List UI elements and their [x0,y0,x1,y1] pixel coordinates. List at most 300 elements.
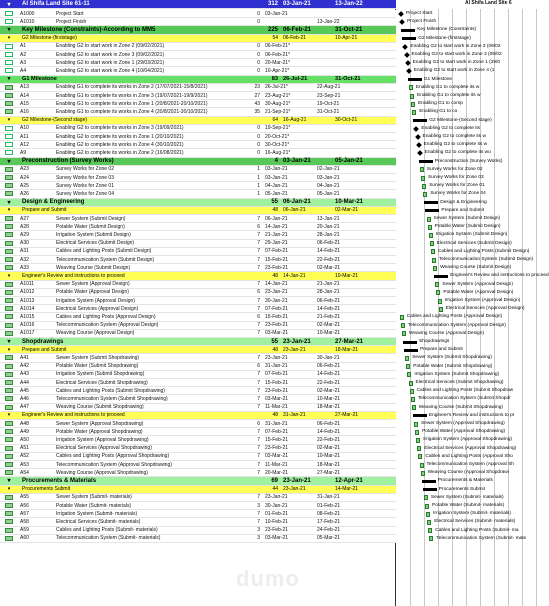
activity-row[interactable] [0,330,396,338]
gantt-bar-label: Electrical Services (Submit Design) [436,240,512,246]
activity-row[interactable] [0,354,396,362]
collapse-icon[interactable]: ▾ [7,207,11,214]
start-date: 31-Jan-21 [265,363,288,370]
collapse-icon[interactable]: ▾ [7,158,11,165]
gantt-activity-bar[interactable] [411,397,415,402]
activity-row[interactable] [0,108,396,116]
activity-id: A41 [20,354,29,361]
start-date: 06-Feb-21* [265,51,291,58]
wbs-group-row[interactable] [0,338,396,346]
gantt-activity-bar[interactable] [421,176,425,181]
activity-name: Enabling G2 to complete its works in Zone 2 (16/08/2021) [56,149,184,156]
activity-row[interactable] [0,494,396,502]
gantt-activity-bar[interactable] [431,249,435,254]
gantt-activity-bar[interactable] [438,299,442,304]
gantt-summary-bar[interactable] [408,78,422,81]
activity-type-icon [5,503,13,508]
start-date: 06-Feb-21* [265,43,291,50]
watermark: dumo [236,566,300,591]
wbs-group-row[interactable] [0,26,396,34]
finish-date: 06-Feb-21 [317,297,341,304]
gantt-activity-bar[interactable] [406,364,410,369]
collapse-icon[interactable]: ▾ [7,35,11,42]
activity-row[interactable] [0,518,396,526]
activity-name: Enabling G1 to complete its works in Zone 2 (17/07/2021-15/8/2021) [56,84,208,91]
gantt-bar-label: Shopdrawings [419,339,450,344]
activity-type-icon [5,150,13,155]
start-date: 03-Mar-21 [265,535,289,542]
wbs-group-row[interactable] [0,412,396,420]
gantt-summary-bar[interactable] [419,160,433,163]
wbs-name: Preconstruction (Survey Works) [22,158,114,165]
activity-row[interactable] [0,100,396,108]
activity-row[interactable] [0,502,396,510]
gantt-activity-bar[interactable] [410,94,414,99]
activity-row[interactable] [0,281,396,289]
activity-row[interactable] [0,166,396,174]
gantt-activity-bar[interactable] [405,356,409,361]
gantt-activity-bar[interactable] [416,438,420,443]
gantt-activity-bar[interactable] [412,110,416,115]
gantt-summary-bar[interactable] [422,480,436,483]
gantt-summary-bar[interactable] [401,29,415,32]
activity-row[interactable] [0,133,396,141]
wbs-group-row[interactable] [0,35,396,43]
activity-id: A1014 [20,305,35,312]
activity-id: A33 [20,264,29,271]
gantt-bar-label: Enabling G1 to complete its w [415,84,480,90]
gantt-bar-label: Potable Water (Submit- materials) [432,503,505,508]
gantt-bar-label: Irrigation System (Approval Shopdrawing) [423,437,512,443]
start-date: 06-Jan-21 [265,215,288,222]
activity-name: Weaving Course (Submit Shopdrawing) [56,404,144,411]
activity-icon-cell [0,429,18,434]
wbs-name: G2 Milestone-(Second stage) [22,117,88,124]
finish-date: 23-Sep-21 [317,92,341,99]
activity-type-icon [5,528,13,533]
finish-date: 22-Feb-21 [317,436,341,443]
wbs-group-row[interactable] [0,346,396,354]
gantt-activity-bar[interactable] [425,504,429,509]
activity-type-icon [5,429,13,434]
gantt-activity-bar[interactable] [427,217,431,222]
activity-row[interactable] [0,387,396,395]
activity-icon-cell [0,68,18,73]
gantt-activity-bar[interactable] [426,512,430,517]
activity-id: A28 [20,223,29,230]
start-date: 10-Apr-21* [265,67,290,74]
gantt-bar-label: Telecommunication System (Submit Shopdr [417,396,511,402]
activity-row[interactable] [0,363,396,371]
start-date: 03-Mar-21 [265,453,289,460]
activity-row[interactable] [0,223,396,231]
activity-name: Survey Works for Zone 02 [56,166,114,173]
activity-id: A1016 [20,322,35,329]
activity-id: A10 [20,125,29,132]
gantt-bar-label: Weaving Course (Approval Shopdrawi [427,470,509,476]
gantt-activity-bar[interactable] [420,463,424,468]
start-date: 15-Feb-21 [265,256,289,263]
gantt-activity-bar[interactable] [415,430,419,435]
activity-type-icon [5,11,13,16]
activity-id: A43 [20,371,29,378]
gantt-activity-bar[interactable] [402,331,406,336]
gantt-activity-bar[interactable] [422,184,426,189]
activity-row[interactable] [0,84,396,92]
gantt-activity-bar[interactable] [424,495,428,500]
gantt-bar-label: Enabling G2 to start work in Zone 4 (1 [413,68,495,74]
activity-name: Electrical Services (Approval Design) [56,305,139,312]
wbs-name: Shopdrawings [22,338,64,345]
activity-row[interactable] [0,67,396,75]
gantt-activity-bar[interactable] [401,323,405,328]
start-date: 10-Feb-21 [265,518,289,525]
activity-name: Sewer System (Submit Shopdrawing) [56,354,140,361]
gantt-milestone[interactable] [415,134,421,140]
gantt-bar-label: Sewer System (Submit Shopdrawing) [412,355,492,361]
activity-row[interactable] [0,43,396,51]
activity-row[interactable] [0,535,396,543]
activity-icon-cell [0,511,18,516]
gantt-activity-bar[interactable] [429,233,433,238]
activity-row[interactable] [0,240,396,248]
wbs-group-row[interactable] [0,486,396,494]
activity-type-icon [5,52,13,57]
gantt-bar-label: Potable Water (Submit Shopdrawing) [413,363,493,369]
collapse-icon[interactable]: ▾ [7,27,11,34]
activity-id: A60 [20,535,29,542]
wbs-group-row[interactable] [0,272,396,280]
activity-type-icon [5,265,13,270]
gantt-activity-bar[interactable] [423,192,427,197]
gantt-activity-bar[interactable] [432,258,436,263]
activity-row[interactable] [0,527,396,535]
activity-icon-cell [0,52,18,57]
gantt-bar-label: Irrigation System (Submit- materials) [433,511,511,517]
activity-row[interactable] [0,215,396,223]
start-date: 14-Jan-21 [265,223,288,230]
activity-row[interactable] [0,428,396,436]
gantt-activity-bar[interactable] [429,536,433,541]
activity-type-icon [5,470,13,475]
activity-row[interactable] [0,297,396,305]
collapse-icon[interactable]: ▾ [7,1,11,8]
duration: 0 [257,18,260,25]
wbs-name: Engineer's Review and instructions to proceed [22,272,125,279]
activity-id: A31 [20,248,29,255]
duration: 1 [257,174,260,181]
activity-row[interactable] [0,92,396,100]
gantt-milestone[interactable] [416,142,422,148]
gantt-milestone[interactable] [405,60,411,66]
activity-row[interactable] [0,182,396,190]
activity-id: A2 [20,51,27,58]
activity-row[interactable] [0,420,396,428]
activity-type-icon [5,437,13,442]
start-date: 31-Jan-21 [283,412,306,419]
gantt-summary-bar[interactable] [425,209,439,212]
wbs-name: Key Milestone (Constraints)-According to MM5 [22,26,156,33]
finish-date: 10-Mar-21 [335,199,364,206]
duration: 0 [257,125,260,132]
start-date: 23-Jan-21 [283,486,306,493]
activity-row[interactable] [0,436,396,444]
activity-row[interactable] [0,453,396,461]
activity-name: Cables and Lighting Posts (Approval Design) [56,313,156,320]
activity-name: Electrical Services (Submit Shopdrawing) [56,379,148,386]
gantt-activity-bar[interactable] [428,225,432,230]
activity-icon-cell [0,191,18,196]
activity-icon-cell [0,470,18,475]
activity-row[interactable] [0,305,396,313]
gantt-bar-label: Enabling G1 to complete its w [417,93,481,98]
gantt-bar-label: Weaving Course (Submit Shopdrawing) [418,404,503,410]
activity-id: A16 [20,108,29,115]
gantt-summary-bar[interactable] [423,488,437,491]
start-date: 15-Feb-21 [265,379,289,386]
duration: 0 [257,141,260,148]
activity-row[interactable] [0,469,396,477]
activity-id: A51 [20,445,29,452]
activity-id: A53 [20,461,29,468]
gantt-activity-bar[interactable] [410,389,414,394]
duration: 0 [257,133,260,140]
activity-icon-cell [0,85,18,90]
gantt-bar-label: Prepare and Submit [420,347,463,353]
start-date: 23-Jan-21 [265,289,288,296]
start-date: 30-Aug-21* [265,100,291,107]
activity-name: Sewer System (Submit Design) [56,215,126,222]
finish-date: 06-Feb-21 [317,420,341,427]
collapse-icon[interactable]: ▾ [7,272,11,279]
duration: 7 [257,404,260,411]
activity-name: Cables and Lighting Posts (Submit Design) [56,248,152,255]
activity-row[interactable] [0,289,396,297]
finish-date: 12-Apr-21 [335,477,363,484]
finish-date: 17-Feb-21 [317,518,341,525]
activity-row[interactable] [0,395,396,403]
collapse-icon[interactable]: ▾ [7,346,11,353]
activity-name: Irrigation System (Approval Design) [56,297,135,304]
collapse-icon[interactable]: ▾ [7,76,11,83]
activity-row[interactable] [0,190,396,198]
gantt-summary-bar[interactable] [404,349,418,352]
gantt-milestone[interactable] [398,11,404,17]
activity-row[interactable] [0,371,396,379]
activity-row[interactable] [0,256,396,264]
collapse-icon[interactable]: ▾ [7,478,11,485]
activity-icon-cell [0,323,18,328]
wbs-group-row[interactable] [0,207,396,215]
activity-row[interactable] [0,248,396,256]
finish-date: 31-Oct-21 [335,26,363,33]
finish-date: 14-Feb-21 [317,428,341,435]
gantt-activity-bar[interactable] [412,405,416,410]
activity-id: A54 [20,469,29,476]
start-date: 14-Jan-21 [265,281,288,288]
gantt-activity-bar[interactable] [428,528,432,533]
finish-date: 06-Feb-21 [317,240,341,247]
wbs-group-row[interactable] [0,117,396,125]
collapse-icon[interactable]: ▾ [7,199,11,206]
gantt-summary-bar[interactable] [402,37,416,40]
activity-row[interactable] [0,264,396,272]
start-date: 23-Jan-21 [283,338,311,345]
start-date: 15-Feb-21 [265,313,289,320]
gantt-activity-bar[interactable] [418,454,422,459]
wbs-group-row[interactable] [0,158,396,166]
finish-date: 05-Mar-21 [317,535,341,542]
gantt-activity-bar[interactable] [407,372,411,377]
start-date: 30-Jan-21 [265,502,288,509]
wbs-group-row[interactable] [0,76,396,84]
gantt-activity-bar[interactable] [421,471,425,476]
collapse-icon[interactable]: ▾ [7,117,11,124]
activity-row[interactable] [0,461,396,469]
gantt-bar-label: Cables and Lighting Posts (Submit- ma [435,527,519,533]
wbs-group-row[interactable] [0,199,396,207]
gantt-activity-bar[interactable] [439,307,443,312]
gantt-milestone[interactable] [406,69,412,75]
activity-name: Potable Water (Submit- materials) [56,502,132,509]
activity-row[interactable] [0,313,396,321]
activity-row[interactable] [0,51,396,59]
wbs-name: G2 Milestone-(firststage) [22,35,77,42]
activity-row[interactable] [0,404,396,412]
gantt-activity-bar[interactable] [417,446,421,451]
finish-date: 02-Mar-21 [317,387,341,394]
gantt-bar-label: Preconstruction (Survey Works) [434,158,503,164]
activity-icon-cell [0,142,18,147]
activity-row[interactable] [0,10,396,18]
activity-row[interactable] [0,18,396,26]
duration: 7 [257,330,260,337]
activity-icon-cell [0,232,18,237]
finish-date: 18-Mar-21 [317,461,341,468]
start-date: 23-Jan-21 [283,346,306,353]
gantt-activity-bar[interactable] [409,85,413,90]
activity-row[interactable] [0,141,396,149]
activity-icon-cell [0,257,18,262]
collapse-icon[interactable]: ▾ [7,486,11,493]
activity-id: A14 [20,92,29,99]
activity-name: Sewer System (Approval Design) [56,281,130,288]
finish-date: 31-Oct-21 [317,108,340,115]
gantt-activity-bar[interactable] [414,422,418,427]
gantt-activity-bar[interactable] [420,167,424,172]
gantt-bar-label: Electrical Services (Submit- materials) [434,519,516,525]
gantt-milestone[interactable] [404,52,410,58]
activity-row[interactable] [0,174,396,182]
gantt-activity-bar[interactable] [433,266,437,271]
gantt-activity-bar[interactable] [400,315,404,320]
activity-id: A30 [20,240,29,247]
duration: 48 [272,207,278,214]
start-date: 03-Mar-21 [265,330,289,337]
gantt-activity-bar[interactable] [411,102,415,107]
activity-type-icon [5,232,13,237]
collapse-icon[interactable]: ▾ [7,412,11,419]
activity-row[interactable] [0,510,396,518]
gantt-bar-label: Cables and Lighting Posts (Submit Shopdraw [416,388,514,394]
activity-icon-cell [0,364,18,369]
gantt-milestone[interactable] [414,126,420,132]
activity-icon-cell [0,126,18,131]
gantt-activity-bar[interactable] [427,520,431,525]
collapse-icon[interactable]: ▾ [7,339,11,346]
activity-icon-cell [0,290,18,295]
gantt-summary-bar[interactable] [413,119,427,122]
project-header-row[interactable] [0,0,396,9]
gantt-bar-label: Enabling G2 to start work in Zone 2 (09/02 [410,43,501,49]
activity-row[interactable] [0,379,396,387]
activity-row[interactable] [0,231,396,239]
project-finish: 13-Jan-22 [335,1,363,7]
activity-id: A13 [20,84,29,91]
wbs-name: Design & Engineering [22,199,85,206]
wbs-group-row[interactable] [0,477,396,485]
gantt-milestone[interactable] [417,151,423,157]
gantt-summary-bar[interactable] [413,414,427,417]
activity-row[interactable] [0,125,396,133]
duration: 54 [272,35,278,42]
activity-type-icon [5,142,13,147]
activity-row[interactable] [0,322,396,330]
gantt-summary-bar[interactable] [424,201,438,204]
gantt-bar-label: Project Start [406,11,433,16]
start-date: 16-Aug-21 [283,117,307,124]
gantt-bar-label: Cables and Lighting Posts (Submit Design) [437,248,530,254]
activity-id: A32 [20,256,29,263]
activity-name: Sewer System (Approval Shopdrawing) [56,420,144,427]
activity-type-icon [5,109,13,114]
gantt-bar-label: Sewer System (Submit- materials) [430,494,504,500]
activity-name: Survey Works for Zone 04 [56,190,114,197]
activity-icon-cell [0,396,18,401]
activity-row[interactable] [0,59,396,67]
gantt-milestone[interactable] [403,44,409,50]
activity-type-icon [5,405,13,410]
gantt-activity-bar[interactable] [430,241,434,246]
activity-type-icon [5,44,13,49]
duration: 7 [257,518,260,525]
activity-id: A49 [20,428,29,435]
activity-icon-cell [0,11,18,16]
duration: 23 [254,84,260,91]
duration: 69 [271,477,278,484]
gantt-activity-bar[interactable] [436,290,440,295]
duration: 7 [257,256,260,263]
finish-date: 08-Feb-21 [317,510,341,517]
gantt-summary-bar[interactable] [434,275,448,278]
duration: 7 [257,371,260,378]
gantt-activity-bar[interactable] [435,282,439,287]
gantt-milestone[interactable] [399,19,405,25]
finish-date: 22-Aug-21 [317,84,341,91]
activity-icon-cell [0,134,18,139]
finish-date: 10-Apr-21 [335,35,358,42]
gantt-activity-bar[interactable] [409,381,413,386]
project-title: Al Shifa Land Site 61-11 [22,1,90,7]
activity-row[interactable] [0,445,396,453]
activity-name: Telecommunication System (Submit Shopdrawing) [56,395,168,402]
gantt-summary-bar[interactable] [403,341,417,344]
activity-row[interactable] [0,149,396,157]
start-date: 11-Mar-21 [265,461,288,468]
gantt-bar-label: Enabling G2 to start work in Zone 3 (09/02 [411,52,502,57]
activity-type-icon [5,191,13,196]
gantt-bar-label: Engineer's Review and instructions to proceed [450,273,549,279]
